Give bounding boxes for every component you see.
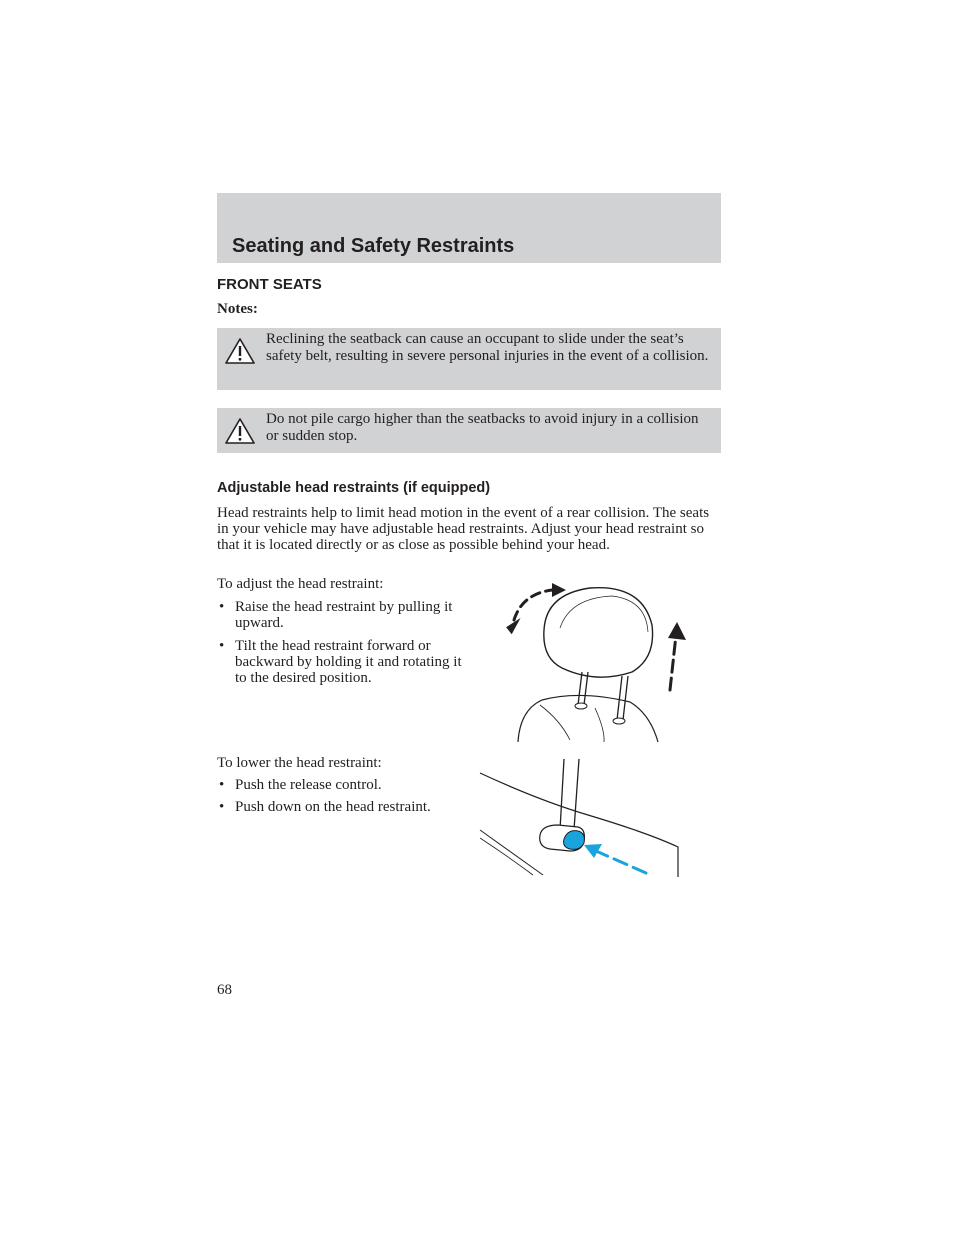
- warning-triangle-icon: [224, 417, 256, 445]
- warning-box: [217, 328, 721, 390]
- lower-intro: To lower the head restraint:: [217, 755, 382, 771]
- warning-box: [217, 408, 721, 453]
- intro-paragraph: Head restraints help to limit head motion in the event of a rear collision. The seats in your vehicle may have adjustable head restraints. Adjust your head restraint so that it is located directly or as close as possible behind your head.: [217, 505, 710, 554]
- subsection-title: Adjustable head restraints (if equipped): [217, 480, 491, 496]
- notes-label: Notes:: [217, 301, 258, 317]
- list-item: • Tilt the head restraint forward or backward by holding it and rotating it to the desired position.: [217, 638, 477, 687]
- page-number: 68: [217, 982, 232, 998]
- warning-triangle-icon: [224, 337, 256, 365]
- adjust-list: [217, 599, 477, 692]
- list-item: • Raise the head restraint by pulling it upward.: [217, 599, 477, 632]
- lower-list: [217, 777, 477, 822]
- warning-text: Reclining the seatback can cause an occupant to slide under the seat’s safety belt, resulting in severe personal injuries in the event of a collision.: [266, 331, 709, 364]
- head-restraint-illustration: [500, 580, 700, 745]
- release-control-illustration: [478, 755, 683, 880]
- warning-text: Do not pile cargo higher than the seatbacks to avoid injury in a collision or sudden stop.: [266, 411, 699, 444]
- list-item: • Push down on the head restraint.: [217, 799, 477, 815]
- header-band: [217, 193, 721, 263]
- adjust-intro: To adjust the head restraint:: [217, 576, 384, 592]
- section-title: FRONT SEATS: [217, 276, 322, 293]
- list-item: • Push the release control.: [217, 777, 477, 793]
- header-title: Seating and Safety Restraints: [232, 235, 515, 257]
